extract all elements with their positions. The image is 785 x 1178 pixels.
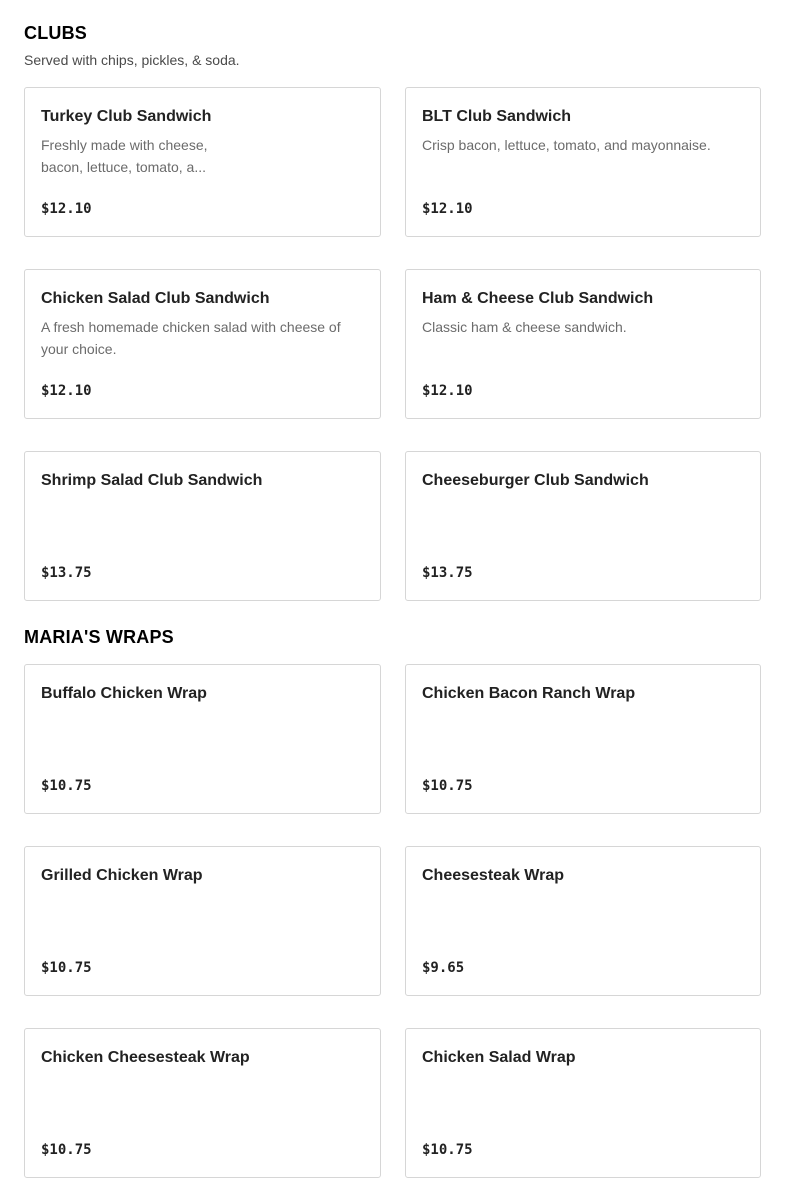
menu-item-name: BLT Club Sandwich (422, 108, 572, 125)
menu-item-price: $10.75 (41, 960, 92, 976)
menu-item-card[interactable] (24, 664, 381, 814)
menu-item-description: Freshly made with cheese, bacon, lettuce, tomato, a... (41, 137, 208, 175)
section-title: MARIA'S WRAPS (24, 627, 174, 647)
menu-item-price: $10.75 (41, 1142, 92, 1158)
menu-item-price: $10.75 (422, 1142, 473, 1158)
menu-item-name: Shrimp Salad Club Sandwich (41, 472, 263, 489)
menu-item-name: Grilled Chicken Wrap (41, 867, 203, 884)
section-clubs (24, 22, 761, 601)
menu-item-description: Classic ham & cheese sandwich. (422, 319, 627, 335)
menu-item-name: Ham & Cheese Club Sandwich (422, 290, 654, 307)
menu-item-price: $12.10 (422, 201, 473, 217)
menu-item-price: $13.75 (422, 565, 473, 581)
menu-item-card[interactable] (405, 269, 761, 419)
menu-item-price: $13.75 (41, 565, 92, 581)
menu-item-card[interactable] (24, 846, 381, 996)
section-subtitle: Served with chips, pickles, & soda. (24, 52, 240, 68)
menu-item-description: Crisp bacon, lettuce, tomato, and mayonnaise. (422, 137, 711, 153)
menu-item-card[interactable] (405, 1028, 761, 1178)
menu-item-card[interactable] (24, 87, 381, 237)
menu-item-card[interactable] (405, 846, 761, 996)
menu-item-card[interactable] (405, 664, 761, 814)
menu-item-price: $9.65 (422, 960, 465, 976)
section-marias-wraps (24, 626, 761, 1178)
menu-item-card[interactable] (24, 269, 381, 419)
menu-item-price: $12.10 (422, 383, 473, 399)
menu-item-price: $10.75 (422, 778, 473, 794)
section-title: CLUBS (24, 23, 87, 43)
menu-item-card[interactable] (24, 451, 381, 601)
menu-item-name: Chicken Cheesesteak Wrap (41, 1049, 250, 1066)
menu-item-description: A fresh homemade chicken salad with cheese of your choice. (41, 319, 341, 357)
menu-item-name: Chicken Bacon Ranch Wrap (422, 685, 636, 702)
menu-item-name: Cheesesteak Wrap (422, 867, 564, 884)
menu-item-price: $12.10 (41, 383, 92, 399)
menu-item-price: $12.10 (41, 201, 92, 217)
menu-item-card[interactable] (405, 451, 761, 601)
menu-item-card[interactable] (405, 87, 761, 237)
menu-item-grid (24, 87, 761, 601)
menu-item-name: Cheeseburger Club Sandwich (422, 472, 649, 489)
menu-item-name: Chicken Salad Wrap (422, 1049, 576, 1066)
menu-item-name: Chicken Salad Club Sandwich (41, 290, 270, 307)
menu-item-name: Buffalo Chicken Wrap (41, 685, 207, 702)
menu-item-card[interactable] (24, 1028, 381, 1178)
menu-item-grid (24, 664, 761, 1178)
menu-item-price: $10.75 (41, 778, 92, 794)
menu-item-name: Turkey Club Sandwich (41, 108, 212, 125)
